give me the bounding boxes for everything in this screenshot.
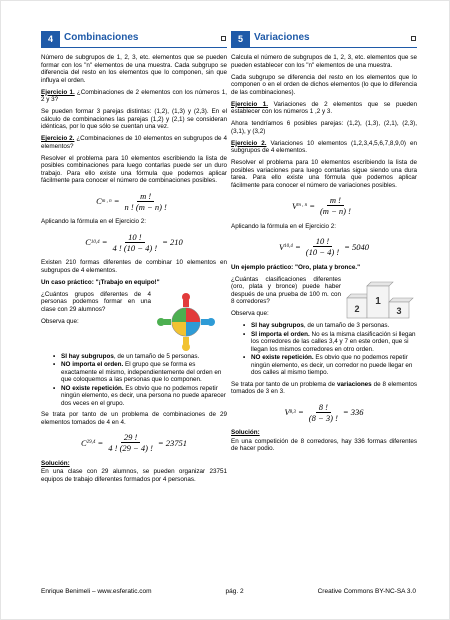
podium-place-1: 1	[375, 295, 381, 307]
case-title: Un caso práctico: "¡Trabajo en equipo!"	[41, 278, 160, 286]
result-text: Existen 210 formas diferentes de combinar 10 elementos en subgrupos de 4 elementos.	[41, 259, 227, 274]
variation-formula: V m , n = $\frac{m !}{(m - n) !}$	[292, 195, 351, 216]
solution-label: Solución:	[231, 429, 260, 436]
page-footer	[41, 588, 416, 598]
intro-paragraph: Número de subgrupos de 1, 2, 3, etc. elementos que se pueden formar con los "n" elementos de una muestra. Cada subgrupo se diferencia del resto en los elementos que lo componen, sin que influya el orden.	[41, 54, 227, 84]
case-block	[231, 276, 417, 323]
combination-formula: C m , n = $\frac{m !}{n ! (m - n) !}$	[96, 190, 167, 212]
variation-formula-applied: V 10,4 = $\frac{10 !}{(10 - 4) !}$ = 5040	[278, 236, 370, 257]
observe-label: Observa que:	[231, 310, 269, 317]
exercise-1: Ejercicio 1. Variaciones de 2 elementos que se pueden establecer con los números 1 ,2 y 3.	[231, 100, 417, 115]
podium-image	[345, 276, 415, 322]
exercise-2: Ejercicio 2. Variaciones 10 elementos (1,2,3,4,5,6,7,8,9,0) en subgrupos de 4 elementos.	[231, 139, 417, 154]
combination-formula-applied: C 10,4 = $\frac{10 !}{4 ! (10 - 4) !}$ = 210	[85, 231, 183, 253]
podium-place-2: 2	[354, 303, 360, 314]
list-item: • SI hay subgrupos, de un tamaño de 3 personas.	[243, 322, 417, 330]
header-square-icon	[221, 36, 226, 41]
apply-text: Aplicando la fórmula en el Ejercicio 2:	[231, 222, 337, 230]
section-number: 5	[231, 31, 250, 47]
section-header	[41, 31, 227, 48]
case-formula: V 8,3 = $\frac{8 !}{(8 - 3) !}$ = 336	[284, 401, 364, 423]
exercise-1-answer: Se pueden formar 3 parejas distintas: (1,2), (1,3) y (2,3). En el cálculo de combinaciones las parejas (1,2) y (2,1) se consideran idénticas, por lo que sólo se cuentan una vez.	[41, 108, 227, 130]
case-block	[41, 291, 227, 353]
footer-page-number: pág. 2	[225, 588, 244, 595]
footer-author: Enrique Benimeli – www.esferatic.com	[41, 588, 152, 595]
podium-place-3: 3	[396, 305, 402, 316]
case-title: Un ejemplo práctico: "Oro, plata y bronce."	[231, 263, 361, 271]
solution-text: En una competición de 8 corredores, hay 336 formas diferentes de hacer podio.	[231, 437, 417, 452]
exercise-1: Ejercicio 1. ¿Combinaciones de 2 elementos con los números 1, 2 y 3?	[41, 88, 227, 103]
section-title: Combinaciones	[64, 32, 139, 43]
exercise-2-answer: Resolver el problema para 10 elementos escribiendo la lista de posibles variaciones para luego contarlas sigue siendo una dura tarea. Para ello existe una fórmula que podemos aplicar fácilmente para conocer el número de variaciones posibles.	[231, 159, 417, 189]
case-question: ¿Cuántos grupos diferentes de 4 personas podemos formar en una clase con 29 alumnos?	[41, 290, 151, 313]
right-bullet-list	[243, 322, 417, 377]
observe-label: Observa que:	[41, 317, 79, 325]
solution-label: Solución:	[41, 459, 70, 467]
solution-text: En una clase con 29 alumnos, se pueden organizar 23751 equipos de trabajo diferentes formados por 4 personas.	[41, 468, 227, 483]
exercise-2: Ejercicio 2. ¿Combinaciones de 10 elementos en subgrupos de 4 elementos?	[41, 135, 227, 150]
list-item: • SI hay subgrupos, de un tamaño de 5 personas.	[53, 353, 227, 361]
variaciones-section	[231, 31, 417, 457]
exercise-2-answer: Resolver el problema para 10 elementos escribiendo la lista de posibles combinaciones para luego contarlas puede ser un duro trabajo. Para ello existe una fórmula que podemos aplicar fácilmente para conocer el número de combinaciones posibles.	[41, 154, 227, 184]
exercise-1-answer: Ahora tendríamos 6 posibles parejas: (1,2), (1,3), (2,1), (2,3), (3,1), y (3,2)	[231, 120, 417, 135]
section-title: Variaciones	[254, 32, 310, 43]
left-bullet-list	[53, 353, 227, 408]
intro-paragraph: Calcula el número de subgrupos de 1, 2, 3, etc. elementos que se pueden establecer con los "n" elementos de una muestra.	[231, 54, 417, 69]
footer-license: Creative Commons BY-NC-SA 3.0	[317, 588, 416, 595]
conclusion: Se trata por tanto de un problema de variaciones de 8 elementos tomados de 3 en 3.	[231, 380, 418, 395]
list-item: • NO existe repetición. Es obvio que no podemos repetir ningún elemento, es decir, una persona no puede aparecer dos veces en el grupo.	[53, 385, 227, 408]
conclusion: Se trata por tanto de un problema de combinaciones de 29 elementos tomados de 4 en 4.	[41, 411, 227, 426]
combinaciones-section	[41, 31, 227, 488]
case-question: ¿Cuántas clasificaciones diferentes (oro, plata y bronce) puede haber después de una prueba de 100 m. con 8 corredores?	[231, 275, 341, 305]
section-header	[231, 31, 417, 48]
apply-text: Aplicando la fórmula en el Ejercicio 2:	[41, 218, 147, 225]
list-item: • NO importa el orden. El grupo que se forma es exactamente el mismo, independientemente del orden en que coloquemos a las personas que lo componen.	[53, 361, 227, 384]
list-item: • NO existe repetición. Es obvio que no podemos repetir ningún elemento, es decir, un corredor no puede llegar en dos calles al mismo tiempo.	[243, 354, 417, 377]
list-item: • SI importa el orden. No es la misma clasificación si llegan los corredores de las calles 3,4 y 7 en este orden, que si llegan los mismos corredores en otro orden.	[243, 331, 417, 354]
section-number: 4	[41, 31, 60, 47]
intro-paragraph-2: Cada subgrupo se diferencia del resto en los elementos que lo componen o en el orden de dichos elementos (lo que lo diferencia de las combinaciones).	[231, 73, 417, 96]
case-formula: C 29,4 = $\frac{29 !}{4 ! (29 - 4) !}$ = 23751	[80, 432, 188, 453]
header-square-icon	[411, 36, 416, 41]
teamwork-puzzle-image	[155, 291, 217, 353]
